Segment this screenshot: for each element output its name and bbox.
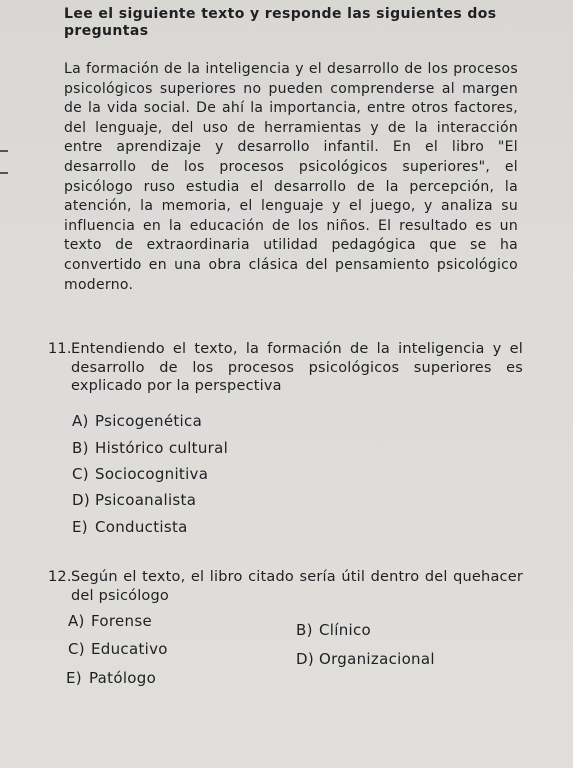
option-letter: C) <box>68 640 85 658</box>
option-11-a[interactable] <box>72 412 202 430</box>
option-12-d[interactable] <box>296 650 435 668</box>
option-label: Forense <box>91 612 152 630</box>
option-letter: E) <box>66 669 82 687</box>
margin-mark <box>0 150 8 152</box>
reading-passage: La formación de la inteligencia y el desarrollo de los procesos psicológicos superiores no pueden comprenderse al margen de la vida social. De ahí la importancia, entre otros factores, del lenguaje, del uso de herramientas y de la interacción entre aprendizaje y desarrollo infantil. En el libro "El desarrollo de los procesos psicológicos superiores", el psicólogo ruso estudia el desarrollo de la percepción, la atención, la memoria, el lenguaje y el juego, y analiza su influencia en la educación de los niños. El resultado es un texto de extraordinaria utilidad pedagógica que se ha convertido en una obra clásica del pensamiento psicológico moderno. <box>64 61 518 293</box>
option-letter: D) <box>296 650 315 668</box>
option-letter: A) <box>68 612 85 630</box>
option-letter: E) <box>72 518 88 536</box>
margin-mark <box>0 172 8 174</box>
instructions-heading: Lee el siguiente texto y responde las siguientes dos preguntas <box>64 6 497 39</box>
option-label: Clínico <box>319 621 372 639</box>
option-12-e[interactable] <box>66 669 156 687</box>
question-number: 12. <box>48 569 72 585</box>
option-label: Histórico cultural <box>95 439 229 457</box>
question-12 <box>48 568 523 605</box>
option-letter: B) <box>72 439 89 457</box>
question-text: Según el texto, el libro citado sería útil dentro del quehacer del psicólogo <box>71 569 523 604</box>
option-letter: A) <box>72 412 89 430</box>
option-label: Patólogo <box>89 669 157 687</box>
option-11-d[interactable] <box>72 491 196 509</box>
question-11 <box>48 340 523 396</box>
question-text: Entendiendo el texto, la formación de la inteligencia y el desarrollo de los procesos psicológicos superiores es explicado por la perspectiva <box>71 341 523 394</box>
option-label: Psicogenética <box>95 412 203 430</box>
option-label: Conductista <box>95 518 188 536</box>
option-11-e[interactable] <box>72 518 188 536</box>
option-label: Psicoanalista <box>95 491 197 509</box>
option-label: Organizacional <box>319 650 435 668</box>
option-letter: D) <box>72 491 91 509</box>
option-letter: C) <box>72 465 89 483</box>
option-label: Sociocognitiva <box>95 465 209 483</box>
option-letter: B) <box>296 621 313 639</box>
option-label: Educativo <box>91 640 168 658</box>
option-12-c[interactable] <box>68 640 168 658</box>
option-12-a[interactable] <box>68 612 152 630</box>
option-11-c[interactable] <box>72 465 208 483</box>
option-12-b[interactable] <box>296 621 371 639</box>
question-number: 11. <box>48 341 72 357</box>
option-11-b[interactable] <box>72 439 228 457</box>
